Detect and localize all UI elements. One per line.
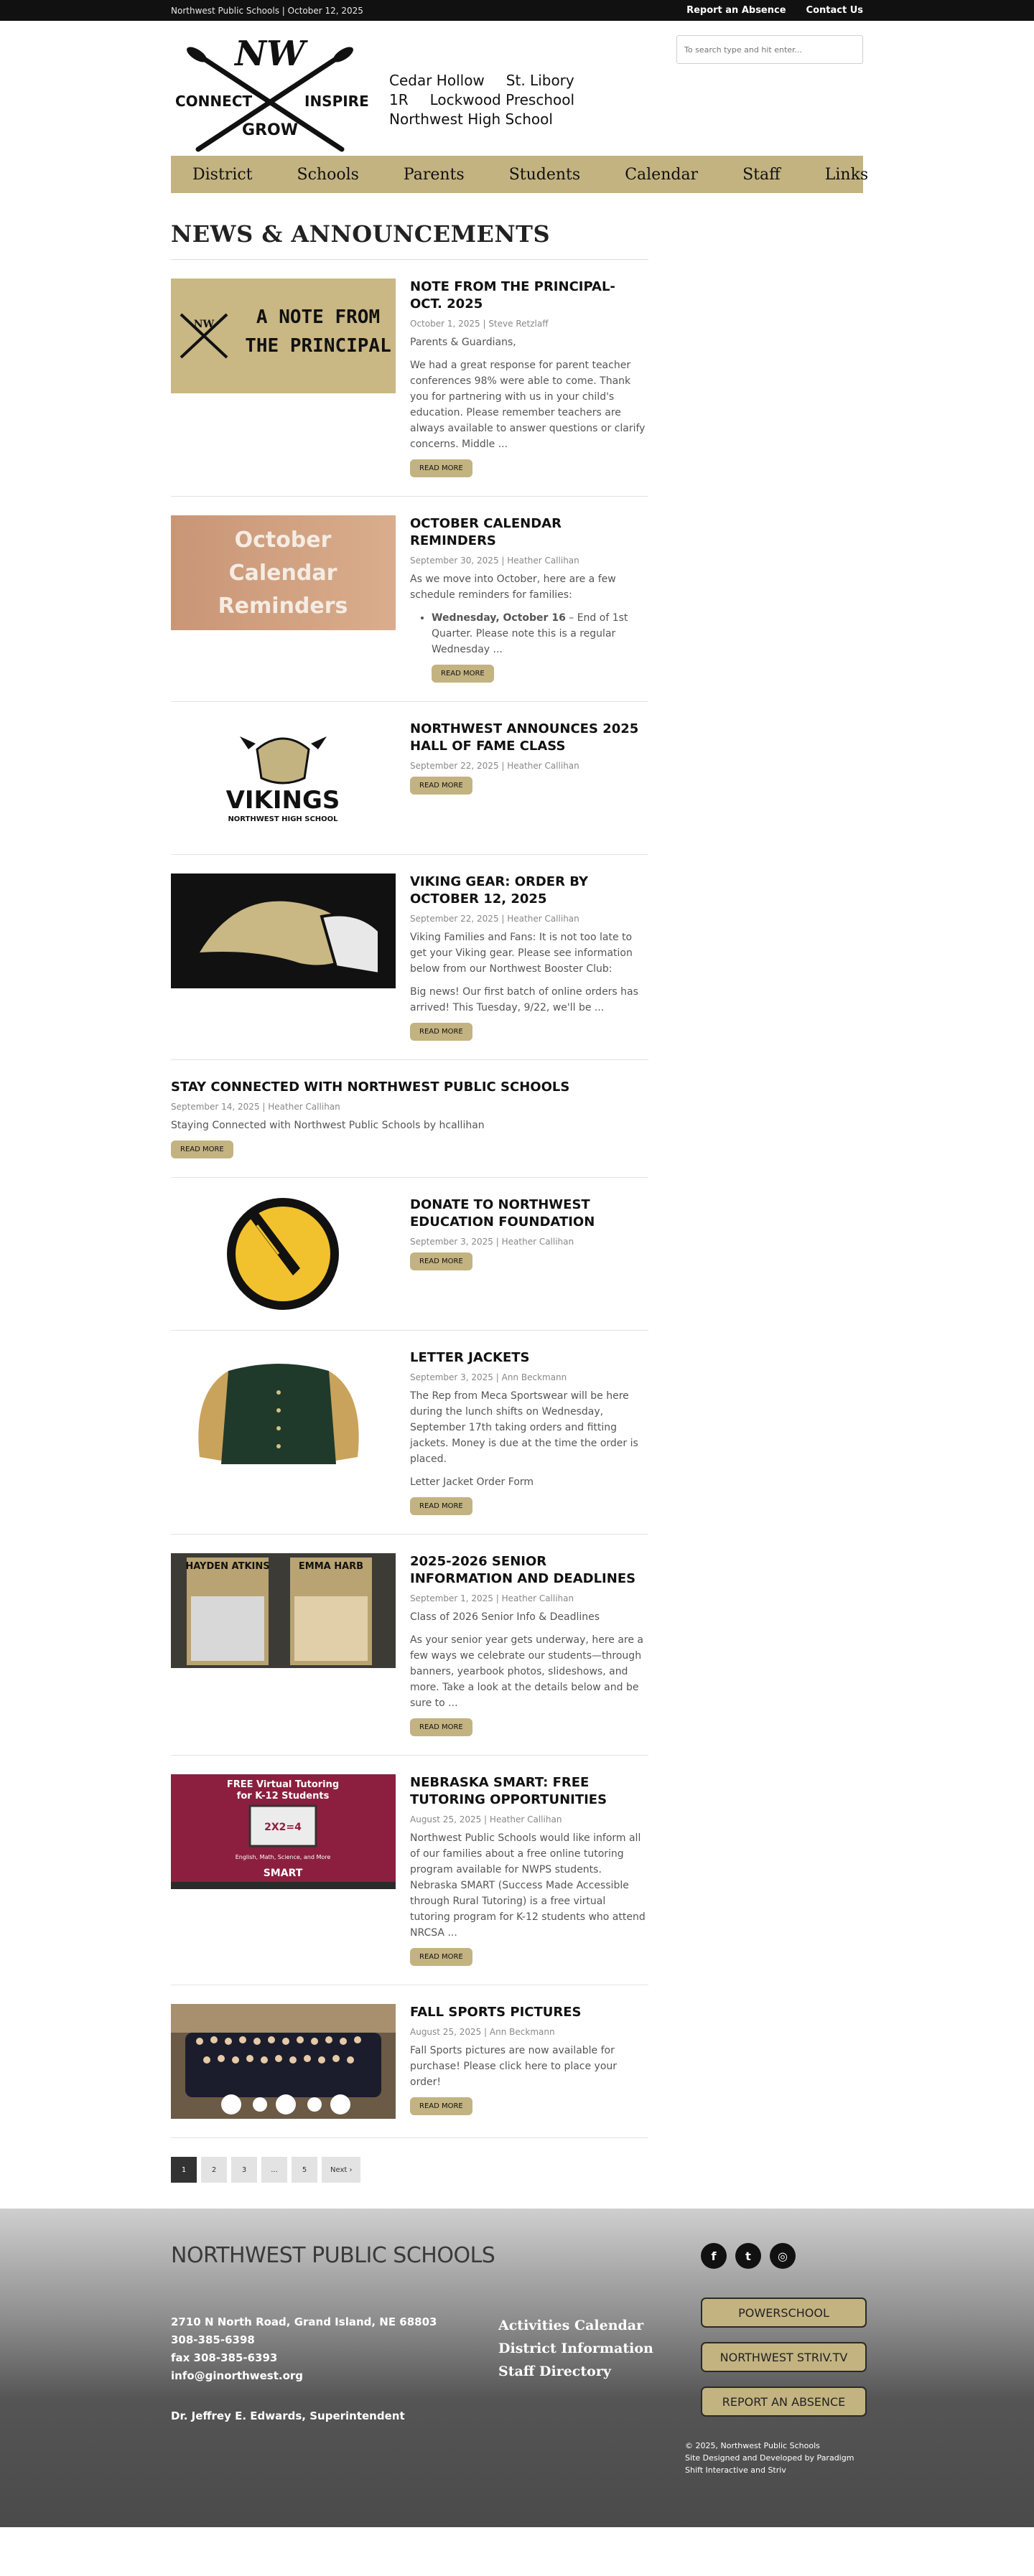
thumb-text: NORTHWEST HIGH SCHOOL [228, 815, 338, 823]
logo-connect: CONNECT [175, 93, 253, 110]
post-title[interactable]: LETTER JACKETS [410, 1350, 530, 1365]
thumb-text: for K-12 Students [236, 1791, 330, 1802]
post-excerpt: As your senior year gets underway, here are a few ways we celebrate our students—through banners, yearbook photos, slideshows, and more. Take a look at the details below and be sure to ... [410, 1634, 643, 1709]
school-link[interactable]: Cedar Hollow [389, 72, 485, 89]
read-more-button[interactable]: READ MORE [410, 459, 472, 477]
logo-inspire: INSPIRE [304, 93, 369, 110]
post-meta: August 25, 2025 | Heather Callihan [410, 1814, 562, 1825]
page-2-button[interactable]: 2 [201, 2157, 227, 2183]
post-title[interactable]: STAY CONNECTED WITH NORTHWEST PUBLIC SCHOOLS [171, 1079, 570, 1095]
news-main [171, 193, 863, 2209]
thumb-text: A NOTE FROM [256, 306, 381, 328]
post-excerpt: Staying Connected with Northwest Public Schools by hcallihan [171, 1120, 485, 1131]
post-thumbnail[interactable] [171, 1774, 396, 1889]
school-list [389, 71, 574, 129]
footer-copyright [685, 2440, 857, 2476]
thumb-text: SMART [263, 1868, 303, 1879]
nav-parents[interactable]: Parents [403, 165, 465, 184]
footer-link-district-info[interactable]: District Information [498, 2341, 653, 2356]
report-absence-button[interactable]: REPORT AN ABSENCE [701, 2387, 867, 2417]
post-thumbnail[interactable] [171, 721, 396, 835]
strivtv-button[interactable]: NORTHWEST STRIV.TV [701, 2342, 867, 2372]
post-meta: September 30, 2025 | Heather Callihan [410, 556, 579, 566]
post-excerpt: As we move into October, here are a few schedule reminders for families: [410, 573, 616, 601]
footer-phone: 308-385-6398 [171, 2333, 255, 2346]
thumb-text: EMMA HARB [298, 1561, 364, 1572]
post-meta: September 3, 2025 | Ann Beckmann [410, 1372, 567, 1382]
post-excerpt: Class of 2026 Senior Info & Deadlines [410, 1611, 600, 1623]
logo-grow: GROW [242, 121, 298, 139]
post-meta: September 14, 2025 | Heather Callihan [171, 1102, 340, 1112]
post-meta: September 22, 2025 | Heather Callihan [410, 914, 579, 924]
site-header [171, 21, 863, 156]
school-link[interactable]: Lockwood Preschool [429, 91, 575, 108]
thumb-text: THE PRINCIPAL [245, 335, 391, 357]
nav-district[interactable]: District [192, 165, 253, 184]
news-post [171, 874, 648, 1060]
nav-staff[interactable]: Staff [742, 165, 781, 184]
post-excerpt: Fall Sports pictures are now available for purchase! Please click here to place your order! [410, 2045, 618, 2088]
read-more-button[interactable]: READ MORE [410, 1023, 472, 1041]
copyright-text: © 2025, Northwest Public Schools [685, 2441, 820, 2450]
read-more-button[interactable]: READ MORE [410, 777, 472, 795]
read-more-button[interactable]: READ MORE [410, 1497, 472, 1515]
nav-links[interactable]: Links [824, 165, 869, 184]
news-post [171, 1774, 648, 1985]
thumb-text: Reminders [218, 594, 348, 619]
news-post [171, 278, 648, 497]
nav-students[interactable]: Students [508, 165, 581, 184]
post-thumbnail[interactable] [171, 1553, 396, 1668]
facebook-icon[interactable]: f [701, 2243, 727, 2269]
next-page-button[interactable]: Next › [322, 2157, 360, 2183]
social-links [701, 2243, 796, 2269]
school-link[interactable]: St. Libory [506, 72, 574, 89]
news-post [171, 1196, 648, 1331]
post-thumbnail[interactable] [171, 2004, 396, 2119]
bullet-text: – End of 1st Quarter. Please note this is a regular Wednesday ... [432, 612, 628, 655]
thumb-text: VIKINGS [225, 786, 340, 815]
site-footer [0, 2209, 1034, 2527]
post-meta: September 3, 2025 | Heather Callihan [410, 1237, 574, 1247]
footer-title: NORTHWEST PUBLIC SCHOOLS [171, 2243, 495, 2268]
post-excerpt: Northwest Public Schools would like inform all of our families about a free online tutoring program available for NWPS students. Nebraska SMART (Success Made Accessible through Rural Tutoring) is a free virtual tutoring program for K-12 students who attend NRCSA ... [410, 1832, 646, 1939]
footer-fax: fax 308-385-6393 [171, 2351, 278, 2364]
post-meta: September 1, 2025 | Heather Callihan [410, 1593, 574, 1603]
thumb-text: FREE Virtual Tutoring [226, 1779, 340, 1790]
read-more-button[interactable]: READ MORE [171, 1141, 233, 1158]
read-more-button[interactable]: READ MORE [410, 1252, 472, 1270]
twitter-icon[interactable]: t [735, 2243, 761, 2269]
post-thumbnail[interactable] [171, 278, 396, 393]
read-more-button[interactable]: READ MORE [410, 1948, 472, 1966]
powerschool-button[interactable]: POWERSCHOOL [701, 2298, 867, 2328]
post-excerpt: We had a great response for parent teacher conferences 98% were able to come. Thank you for partnering with us in your child's education. Please remember teachers are always available to answer questions or clarify concerns. Middle ... [410, 360, 646, 450]
thumb-text: English, Math, Science, and More [235, 1854, 331, 1860]
contact-us-link[interactable]: Contact Us [806, 5, 863, 16]
news-post [171, 1553, 648, 1756]
post-thumbnail[interactable] [171, 515, 396, 630]
svg-text:NW: NW [193, 319, 215, 330]
read-more-button[interactable]: READ MORE [432, 665, 494, 683]
post-thumbnail[interactable] [171, 1196, 396, 1311]
footer-links [498, 2314, 653, 2383]
post-meta: September 22, 2025 | Heather Callihan [410, 761, 579, 771]
thumb-text: HAYDEN ATKINS [185, 1561, 270, 1572]
district-logo[interactable] [171, 31, 369, 156]
footer-contact [171, 2313, 437, 2385]
post-thumbnail[interactable] [171, 1349, 396, 1464]
post-excerpt: Viking Families and Fans: It is not too late to get your Viking gear. Please see information below from our Northwest Booster Club: [410, 932, 633, 975]
post-bullet-list [410, 610, 648, 657]
post-excerpt: Parents & Guardians, [410, 337, 516, 348]
main-nav [171, 156, 869, 193]
page-title: NEWS & ANNOUNCEMENTS [171, 220, 648, 260]
thumb-text: October [234, 528, 332, 553]
report-absence-link[interactable]: Report an Absence [686, 5, 786, 16]
post-thumbnail[interactable] [171, 874, 396, 988]
post-excerpt: The Rep from Meca Sportswear will be here during the lunch shifts on Wednesday, September 17th taking orders and fitting jackets. Money is due at the time the order is placed. [410, 1390, 638, 1465]
footer-link-activities[interactable]: Activities Calendar [498, 2318, 644, 2333]
news-post [171, 2004, 648, 2138]
post-meta: August 25, 2025 | Ann Beckmann [410, 2027, 555, 2037]
post-title[interactable]: DONATE TO NORTHWEST EDUCATION FOUNDATION [410, 1197, 595, 1230]
logo-nw: NW [235, 34, 305, 74]
search-input[interactable] [676, 35, 863, 64]
news-post [171, 721, 648, 855]
page-5-button[interactable]: 5 [292, 2157, 317, 2183]
nav-calendar[interactable]: Calendar [625, 165, 699, 184]
bullet-bold: Wednesday, October 16 [432, 612, 566, 624]
post-title[interactable]: NORTHWEST ANNOUNCES 2025 HALL OF FAME CLASS [410, 721, 639, 754]
footer-superintendent: Dr. Jeffrey E. Edwards, Superintendent [171, 2409, 405, 2422]
news-post [171, 1349, 648, 1535]
read-more-button[interactable]: READ MORE [410, 1718, 472, 1736]
post-title[interactable]: NEBRASKA SMART: FREE TUTORING OPPORTUNITIES [410, 1775, 607, 1807]
school-link[interactable]: 1R [389, 91, 409, 108]
post-title[interactable]: FALL SPORTS PICTURES [410, 2005, 582, 2020]
top-bar [0, 0, 1034, 21]
post-excerpt: Big news! Our first batch of online orders has arrived! This Tuesday, 9/22, we'll be ... [410, 986, 638, 1013]
post-title[interactable]: NOTE FROM THE PRINCIPAL- OCT. 2025 [410, 279, 615, 312]
school-link[interactable]: Northwest High School [389, 111, 553, 128]
news-post [171, 515, 648, 702]
read-more-button[interactable]: READ MORE [410, 2097, 472, 2115]
page-3-button[interactable]: 3 [231, 2157, 257, 2183]
page-1-button[interactable]: 1 [171, 2157, 197, 2183]
thumb-text: Calendar [228, 561, 337, 586]
page-ellipsis: ... [261, 2157, 287, 2183]
credit-text: Site Designed and Developed by Paradigm Shift Interactive and Striv [685, 2453, 854, 2475]
pagination [171, 2157, 863, 2183]
svg-text:2X2=4: 2X2=4 [264, 1822, 302, 1833]
date-label: Northwest Public Schools | October 12, 2025 [171, 5, 363, 16]
post-meta: October 1, 2025 | Steve Retzlaff [410, 319, 549, 329]
post-title[interactable]: OCTOBER CALENDAR REMINDERS [410, 516, 562, 548]
footer-link-staff-directory[interactable]: Staff Directory [498, 2364, 611, 2379]
nav-schools[interactable]: Schools [297, 165, 359, 184]
footer-buttons [701, 2298, 867, 2417]
footer-email-link[interactable]: info@ginorthwest.org [171, 2369, 304, 2382]
order-form-link[interactable]: Letter Jacket Order Form [410, 1476, 534, 1488]
news-post [171, 1079, 648, 1178]
post-title[interactable]: 2025-2026 SENIOR INFORMATION AND DEADLINES [410, 1554, 636, 1586]
instagram-icon[interactable]: ◎ [770, 2243, 796, 2269]
footer-address: 2710 N North Road, Grand Island, NE 68803 [171, 2315, 437, 2328]
post-title[interactable]: VIKING GEAR: ORDER BY OCTOBER 12, 2025 [410, 874, 589, 907]
